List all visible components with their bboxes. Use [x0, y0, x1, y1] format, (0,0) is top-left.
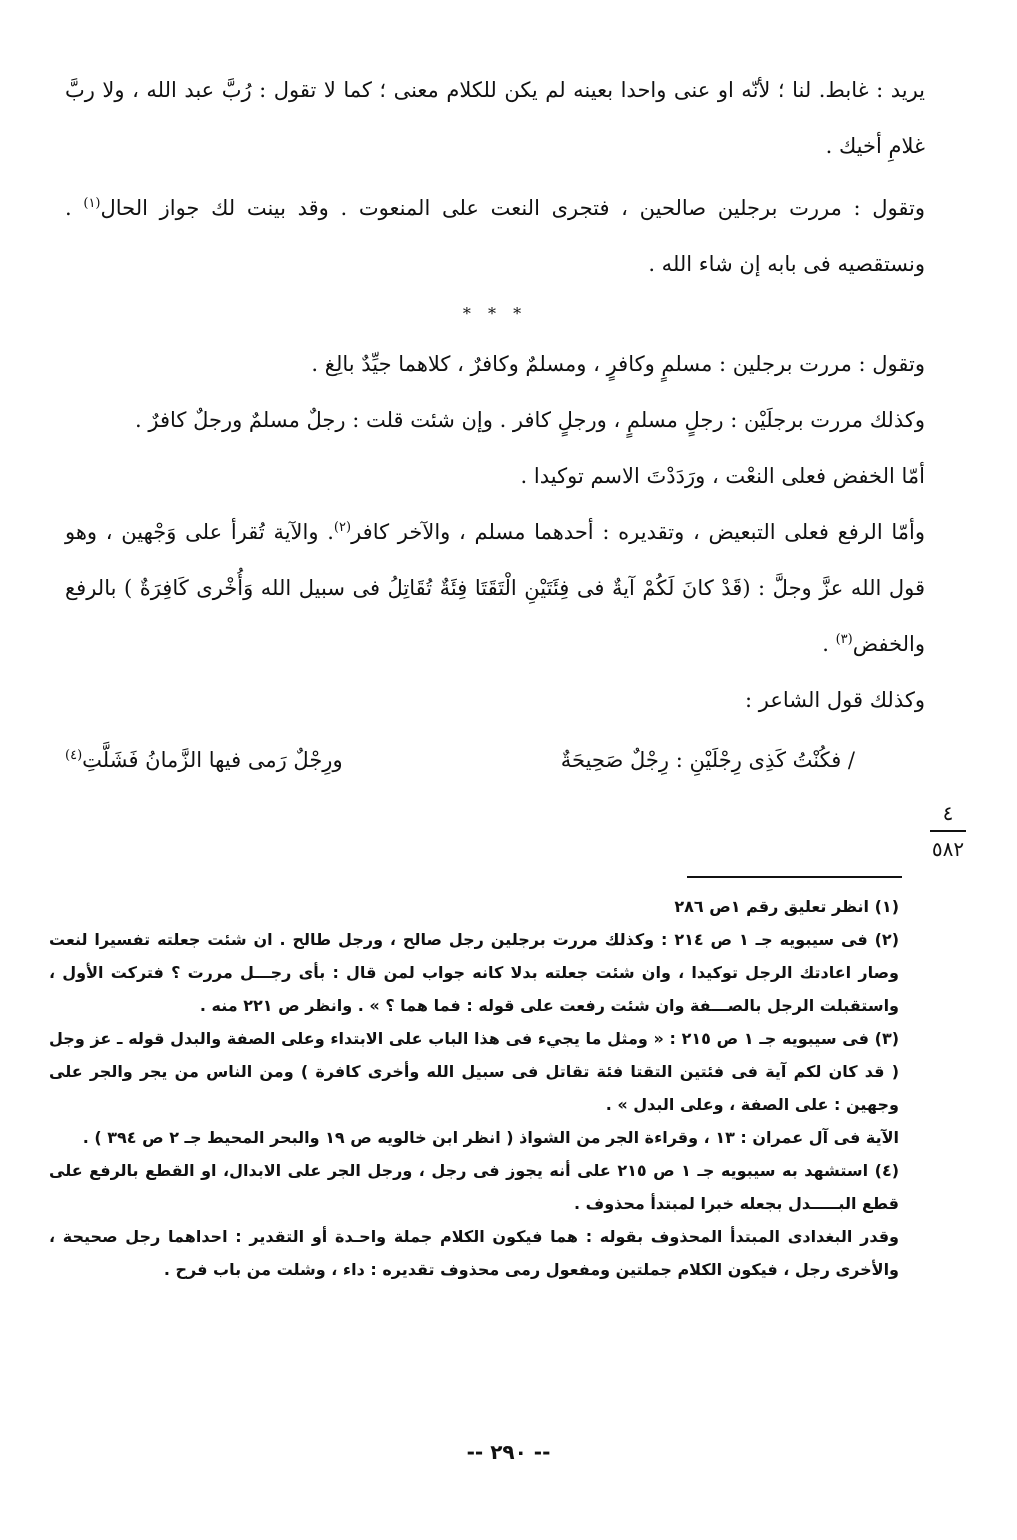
footnote-1: (١) انظر تعليق رقم ١ص ٢٨٦ [674, 897, 899, 916]
paragraph-6-quran: . والآية تُقرأ على وَجْهين ، وهو قول الله عزَّ وجلَّ : (قَدْ كانَ لَكُمْ آيةٌ فى فِئَتَيْنِ الْتَقَتَا فِئَةٌ تُقَاتِلُ فى سبيل الله وَأُخْرى كَافِرَةٌ ) بالرفع والخفض [65, 520, 925, 656]
poetry-verse [65, 732, 925, 788]
footnote-separator [687, 876, 902, 878]
paragraph-5 [65, 448, 925, 504]
paragraph-4-text: وكذلك مررت برجلَيْن : رجلٍ مسلمٍ ، ورجلٍ كافر . وإن شئت قلت : رجلٌ مسلمٌ ورجلٌ كافرٌ . [135, 408, 925, 432]
margin-reference [918, 800, 978, 862]
footnotes [49, 890, 899, 1286]
paragraph-5-text: أمّا الخفض فعلى النعْت ، ورَدَدْتَ الاسم توكيدا . [520, 464, 925, 488]
margin-ref-volume: ٤ [942, 801, 954, 825]
verse-second-hemistich: ورِجْلٌ رَمى فيها الزَّمانُ فَشَلَّتِ(٤) [65, 732, 343, 788]
paragraph-6-end: . [822, 632, 836, 656]
verse-first-hemistich: / فكُنْتُ كَذِى رِجْلَيْنِ : رِجْلٌ صَحِيحَةٌ [560, 748, 855, 772]
paragraph-2-text: وتقول : مررت برجلين صالحين ، فتجرى النعت على المنعوت . وقد بينت لك جواز الحال [100, 196, 925, 220]
paragraph-2 [65, 180, 925, 292]
footnote-ref-2: (٢) [333, 520, 352, 535]
footnote-4: (٤) استشهد به سيبويه جـ ١ ص ٢١٥ على أنه يجوز فى رجل ، ورجل الجر على الابدال، او القطع بالرفع على قطع البـــــدل بجعله خبرا لمبتدأ محذوف . [49, 1161, 900, 1213]
paragraph-7-text: وكذلك قول الشاعر : [745, 688, 925, 712]
footnote-3-continued: الآية فى آل عمران : ١٣ ، وقراءة الجر من الشواذ ( انظر ابن خالويه ص ١٩ والبحر المحيط جـ ٢ ص ٣٩٤ ) . [82, 1128, 899, 1147]
paragraph-1 [65, 62, 925, 174]
footnote-2: (٢) فى سيبويه جـ ١ ص ٢١٤ : وكذلك مررت برجلين رجل صالح ، ورجل طالح . ان شئت جعلته تفسيرا لنعت وصار اعادتك الرجل توكيدا ، وان شئت جعلته بدلا كانه جواب لمن قال : بأى رجـــل مررت ؟ فتركت الأول ، واستقبلت الرجل بالصـــفة وان شئت رفعت على قوله : فما هما ؟ » . وانظر ص ٢٢١ منه . [49, 930, 899, 1015]
footnote-ref-3: (٣) [835, 632, 853, 647]
main-text [65, 62, 925, 788]
verse-second-text: ورِجْلٌ رَمى فيها الزَّمانُ فَشَلَّتِ [82, 748, 343, 772]
paragraph-1-text: يريد : غابط. لنا ؛ لأنّه او عنى واحدا بعينه لم يكن للكلام معنى ؛ كما لا تقول : رُبَّ عبد الله ، ولا ربَّ غلامِ أخيك . [65, 78, 925, 158]
page-number: -- ٢٩٠ -- [466, 1440, 551, 1464]
paragraph-6 [65, 504, 925, 672]
paragraph-6-text: وأمّا الرفع فعلى التبعيض ، وتقديره : أحدهما مسلم ، والآخر كافر [351, 520, 926, 544]
paragraph-7 [65, 672, 925, 728]
footnote-4-continued: وقدر البغدادى المبتدأ المحذوف بقوله : هما فيكون الكلام جملة واحـدة أو التقدير : احداهما رجل صحيحة ، والأخرى رجل ، فيكون الكلام جملتين ومفعول رمى محذوف تقديره : داء ، وشلت من باب فرح . [49, 1227, 899, 1279]
section-separator: * * * [462, 304, 528, 323]
footnote-ref-1: (١) [83, 196, 101, 211]
margin-ref-page: ٥٨٢ [931, 837, 965, 861]
paragraph-3 [65, 336, 925, 392]
margin-ref-divider [930, 830, 966, 832]
paragraph-3-text: وتقول : مررت برجلين : مسلمٍ وكافرٍ ، ومسلمٌ وكافرٌ ، كلاهما جيِّدٌ بالِغ . [311, 352, 925, 376]
paragraph-4 [65, 392, 925, 448]
footnote-3: (٣) فى سيبويه جـ ١ ص ٢١٥ : « ومثل ما يجيء فى هذا الباب على الابتداء وعلى الصفة والبدل قوله ـ عز وجل ( قد كان لكم آية فى فئتين التقتا فئة تقاتل فى سبيل الله وأخرى كافرة ) ومن الناس من يجر والجر على وجهين : على الصفة ، وعلى البدل » . [49, 1029, 900, 1114]
paragraph-2-end: . ونستقصيه فى بابه إن شاء الله . [65, 196, 925, 276]
